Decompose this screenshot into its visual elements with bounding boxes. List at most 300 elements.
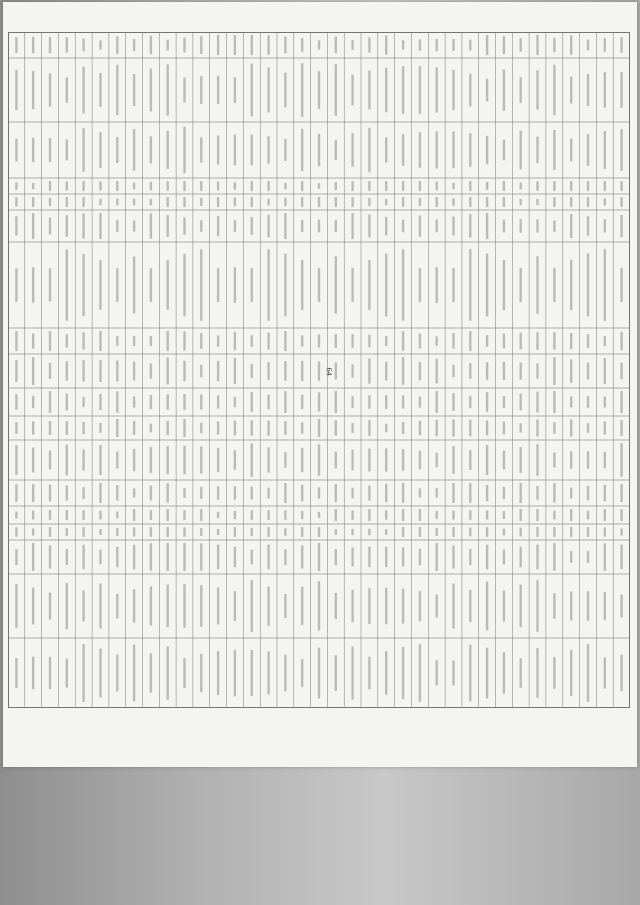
illegible-cell-text [49,218,51,235]
illegible-cell-text [452,446,454,474]
illegible-cell-text [436,220,438,233]
illegible-cell-text [520,77,522,103]
illegible-cell-text [385,181,387,191]
illegible-cell-text [385,254,387,317]
illegible-cell-text [486,197,488,207]
illegible-cell-text [335,529,337,535]
illegible-cell-text [520,447,522,473]
illegible-cell-text [436,488,438,497]
illegible-cell-text [66,77,68,102]
illegible-cell-text [503,362,505,380]
illegible-cell-text [318,197,320,207]
illegible-cell-text [436,39,438,51]
illegible-cell-text [301,63,303,117]
illegible-cell-text [436,420,438,436]
illegible-cell-text [436,197,438,207]
illegible-cell-text [200,181,202,191]
illegible-cell-text [200,585,202,627]
illegible-cell-text [436,511,438,519]
illegible-cell-text [217,529,219,535]
illegible-cell-text [385,395,387,409]
illegible-cell-text [32,421,34,434]
illegible-cell-text [335,509,337,521]
illegible-cell-text [133,545,135,570]
illegible-cell-text [402,589,404,624]
illegible-cell-text [133,396,135,407]
illegible-cell-text [200,394,202,409]
illegible-cell-text [32,396,34,408]
illegible-cell-text [116,485,118,501]
illegible-cell-text [620,529,622,536]
illegible-cell-text [452,39,454,51]
illegible-cell-text [251,364,253,378]
illegible-cell-text [452,483,454,503]
illegible-cell-text [570,359,572,382]
illegible-cell-text [49,593,51,620]
illegible-cell-text [183,331,185,350]
illegible-cell-text [116,36,118,54]
illegible-cell-text [587,74,589,106]
illegible-cell-text [15,216,17,235]
illegible-cell-text [251,135,253,165]
illegible-cell-text [520,333,522,350]
illegible-cell-text [553,657,555,689]
illegible-cell-text [284,510,286,519]
illegible-cell-text [452,420,454,437]
illegible-cell-text [116,452,118,469]
illegible-cell-text [133,645,135,702]
illegible-cell-text [82,510,84,520]
illegible-cell-text [553,65,555,115]
illegible-cell-text [553,483,555,502]
illegible-cell-text [368,198,370,207]
illegible-cell-text [133,509,135,521]
illegible-cell-text [351,268,353,302]
illegible-cell-text [503,36,505,54]
illegible-cell-text [503,487,505,499]
illegible-cell-text [620,509,622,521]
illegible-cell-text [469,74,471,107]
illegible-cell-text [368,128,370,173]
illegible-cell-text [553,130,555,170]
illegible-cell-text [368,181,370,191]
illegible-cell-text [99,331,101,351]
illegible-cell-text [150,543,152,570]
illegible-cell-text [49,510,51,520]
illegible-cell-text [167,131,169,169]
illegible-cell-text [587,254,589,317]
illegible-cell-text [553,268,555,302]
illegible-cell-text [318,543,320,571]
illegible-cell-text [503,652,505,694]
illegible-cell-text [335,182,337,190]
illegible-cell-text [368,38,370,53]
illegible-cell-text [234,198,236,207]
illegible-cell-text [183,254,185,316]
table-grid [8,32,630,708]
illegible-cell-text [351,529,353,535]
illegible-cell-text [553,38,555,52]
illegible-cell-text [217,395,219,408]
illegible-cell-text [284,528,286,536]
illegible-cell-text [116,137,118,163]
illegible-cell-text [318,335,320,348]
illegible-cell-text [183,127,185,174]
illegible-cell-text [267,545,269,570]
illegible-cell-text [536,332,538,350]
illegible-cell-text [82,67,84,114]
illegible-cell-text [604,131,606,169]
illegible-cell-text [520,199,522,205]
illegible-cell-text [284,655,286,692]
illegible-cell-text [520,423,522,432]
illegible-cell-text [587,527,589,537]
illegible-cell-text [335,549,337,565]
illegible-cell-text [167,585,169,628]
illegible-cell-text [520,219,522,233]
illegible-cell-text [486,35,488,55]
illegible-cell-text [49,546,51,569]
illegible-cell-text [234,267,236,303]
illegible-cell-text [284,37,286,54]
illegible-cell-text [49,363,51,379]
illegible-cell-text [234,650,236,697]
illegible-cell-text [368,588,370,624]
illegible-cell-text [167,64,169,115]
illegible-cell-text [200,423,202,434]
illegible-cell-text [536,35,538,55]
illegible-cell-text [200,137,202,162]
illegible-cell-text [82,360,84,381]
illegible-cell-text [167,509,169,521]
illegible-cell-text [66,182,68,191]
illegible-cell-text [520,585,522,628]
illegible-cell-text [82,332,84,349]
illegible-cell-text [318,444,320,476]
illegible-cell-text [234,486,236,500]
illegible-cell-text [385,336,387,346]
illegible-cell-text [351,423,353,433]
illegible-cell-text [452,333,454,349]
illegible-cell-text [469,197,471,207]
illegible-cell-text [66,334,68,347]
illegible-cell-text [183,419,185,437]
illegible-cell-text [82,181,84,191]
illegible-cell-text [452,268,454,302]
illegible-cell-text [251,181,253,191]
illegible-cell-text [503,334,505,349]
illegible-cell-text [452,198,454,206]
illegible-cell-text [217,361,219,381]
illegible-cell-text [469,450,471,470]
illegible-cell-text [284,183,286,190]
illegible-cell-text [553,527,555,537]
illegible-cell-text [267,333,269,350]
illegible-cell-text [82,545,84,569]
illegible-cell-text [486,362,488,380]
illegible-cell-text [66,197,68,207]
illegible-cell-text [587,334,589,348]
illegible-cell-text [503,451,505,470]
illegible-cell-text [520,658,522,688]
illegible-cell-text [335,420,337,436]
illegible-cell-text [49,74,51,107]
illegible-cell-text [234,421,236,436]
illegible-cell-text [217,651,219,695]
illegible-cell-text [385,510,387,519]
illegible-cell-text [267,527,269,537]
illegible-cell-text [217,448,219,472]
illegible-cell-text [553,332,555,349]
illegible-cell-text [604,509,606,521]
illegible-cell-text [385,529,387,535]
illegible-cell-text [66,510,68,520]
illegible-cell-text [99,394,101,410]
illegible-cell-text [116,220,118,232]
illegible-cell-text [419,644,421,702]
illegible-cell-text [587,40,589,51]
illegible-cell-text [167,483,169,502]
illegible-cell-text [167,543,169,571]
illegible-cell-text [402,357,404,385]
illegible-cell-text [604,358,606,384]
illegible-cell-text [32,213,34,239]
illegible-cell-text [604,72,606,107]
illegible-cell-text [553,422,555,434]
illegible-cell-text [419,198,421,206]
illegible-cell-text [368,395,370,408]
illegible-cell-text [503,140,505,161]
illegible-cell-text [419,488,421,497]
illegible-cell-text [200,528,202,536]
illegible-cell-text [234,397,236,407]
illegible-cell-text [49,331,51,351]
illegible-cell-text [436,595,438,618]
illegible-cell-text [620,363,622,380]
illegible-cell-text [503,220,505,233]
illegible-cell-text [133,199,135,206]
illegible-cell-text [469,133,471,167]
illegible-cell-text [587,396,589,408]
illegible-cell-text [351,450,353,471]
illegible-cell-text [200,509,202,521]
illegible-cell-text [82,422,84,434]
illegible-cell-text [66,486,68,501]
illegible-cell-text [284,421,286,435]
illegible-cell-text [486,485,488,501]
illegible-cell-text [267,35,269,54]
illegible-cell-text [301,260,303,310]
illegible-cell-text [604,528,606,537]
illegible-cell-text [452,584,454,629]
illegible-cell-text [284,331,286,351]
illegible-cell-text [402,527,404,537]
illegible-cell-text [267,421,269,436]
illegible-cell-text [301,545,303,568]
illegible-cell-text [82,128,84,172]
illegible-cell-text [486,335,488,347]
illegible-cell-text [402,396,404,409]
illegible-cell-text [520,394,522,411]
illegible-cell-text [267,199,269,206]
illegible-cell-text [419,39,421,50]
illegible-cell-text [469,528,471,537]
illegible-cell-text [385,588,387,625]
data-table [8,32,630,708]
illegible-cell-text [200,446,202,473]
illegible-cell-text [620,268,622,302]
illegible-cell-text [150,510,152,520]
illegible-cell-text [335,197,337,207]
illegible-cell-text [402,647,404,699]
illegible-cell-text [15,182,17,190]
illegible-cell-text [133,183,135,190]
illegible-cell-text [335,64,337,116]
illegible-cell-text [335,37,337,54]
illegible-cell-text [351,647,353,700]
illegible-cell-text [587,591,589,621]
illegible-cell-text [49,485,51,502]
illegible-cell-text [368,420,370,436]
illegible-cell-text [183,584,185,628]
document-page [3,2,637,767]
illegible-cell-text [402,66,404,114]
illegible-cell-text [570,509,572,521]
illegible-cell-text [318,392,320,411]
illegible-cell-text [469,249,471,321]
illegible-cell-text [234,591,236,621]
illegible-cell-text [402,331,404,351]
illegible-cell-text [570,527,572,537]
illegible-cell-text [301,220,303,232]
illegible-cell-text [200,249,202,320]
illegible-cell-text [116,512,118,519]
illegible-cell-text [536,486,538,500]
illegible-cell-text [267,249,269,320]
illegible-cell-text [620,181,622,191]
illegible-cell-text [503,511,505,519]
illegible-cell-text [82,197,84,207]
illegible-cell-text [301,511,303,519]
illegible-cell-text [150,364,152,379]
illegible-cell-text [402,422,404,434]
illegible-cell-text [335,655,337,691]
illegible-cell-text [351,548,353,567]
illegible-cell-text [150,424,152,433]
illegible-cell-text [200,36,202,54]
illegible-cell-text [32,657,34,690]
illegible-cell-text [15,527,17,537]
illegible-cell-text [267,136,269,163]
illegible-cell-text [167,40,169,51]
illegible-cell-text [570,139,572,162]
illegible-cell-text [318,487,320,498]
illegible-cell-text [66,445,68,476]
illegible-cell-text [82,527,84,537]
illegible-cell-text [570,419,572,436]
illegible-cell-text [335,484,337,502]
illegible-cell-text [520,483,522,503]
illegible-cell-text [604,543,606,571]
illegible-cell-text [570,551,572,563]
illegible-cell-text [150,199,152,205]
illegible-cell-text [301,361,303,381]
illegible-cell-text [469,396,471,408]
illegible-cell-text [66,394,68,411]
illegible-cell-text [587,363,589,380]
illegible-cell-text [150,213,152,238]
illegible-cell-text [469,214,471,238]
illegible-cell-text [183,197,185,207]
illegible-cell-text [604,592,606,620]
illegible-cell-text [587,197,589,207]
illegible-cell-text [620,484,622,502]
illegible-cell-text [335,256,337,313]
illegible-cell-text [116,547,118,567]
illegible-cell-text [82,214,84,239]
illegible-cell-text [133,74,135,106]
illegible-cell-text [32,448,34,473]
illegible-cell-text [150,136,152,163]
page-number: 64 [324,367,334,376]
illegible-cell-text [234,527,236,537]
illegible-cell-text [318,419,320,437]
illegible-cell-text [251,487,253,500]
illegible-cell-text [284,483,286,503]
illegible-cell-text [49,138,51,162]
illegible-cell-text [183,38,185,53]
illegible-cell-text [486,182,488,190]
illegible-cell-text [385,199,387,205]
illegible-cell-text [604,452,606,468]
illegible-cell-text [402,220,404,233]
illegible-cell-text [15,584,17,628]
illegible-cell-text [66,215,68,237]
illegible-cell-text [234,182,236,189]
illegible-cell-text [351,396,353,408]
illegible-cell-text [217,268,219,302]
illegible-cell-text [486,527,488,537]
illegible-cell-text [385,547,387,567]
illegible-cell-text [284,73,286,108]
illegible-cell-text [318,268,320,302]
illegible-cell-text [351,213,353,239]
illegible-cell-text [469,420,471,437]
illegible-cell-text [587,486,589,500]
illegible-cell-text [150,395,152,409]
illegible-cell-text [150,447,152,473]
illegible-cell-text [486,392,488,412]
illegible-cell-text [301,395,303,409]
illegible-cell-text [436,182,438,191]
illegible-cell-text [251,64,253,117]
illegible-cell-text [570,488,572,499]
illegible-cell-text [419,591,421,621]
illegible-cell-text [32,357,34,385]
illegible-cell-text [32,588,34,625]
illegible-cell-text [251,420,253,436]
illegible-cell-text [486,511,488,520]
illegible-cell-text [419,549,421,565]
illegible-cell-text [99,423,101,433]
illegible-cell-text [133,129,135,171]
illegible-cell-text [200,220,202,232]
illegible-cell-text [620,420,622,436]
illegible-cell-text [587,134,589,166]
illegible-cell-text [402,197,404,207]
illegible-cell-text [251,35,253,55]
illegible-cell-text [368,358,370,383]
